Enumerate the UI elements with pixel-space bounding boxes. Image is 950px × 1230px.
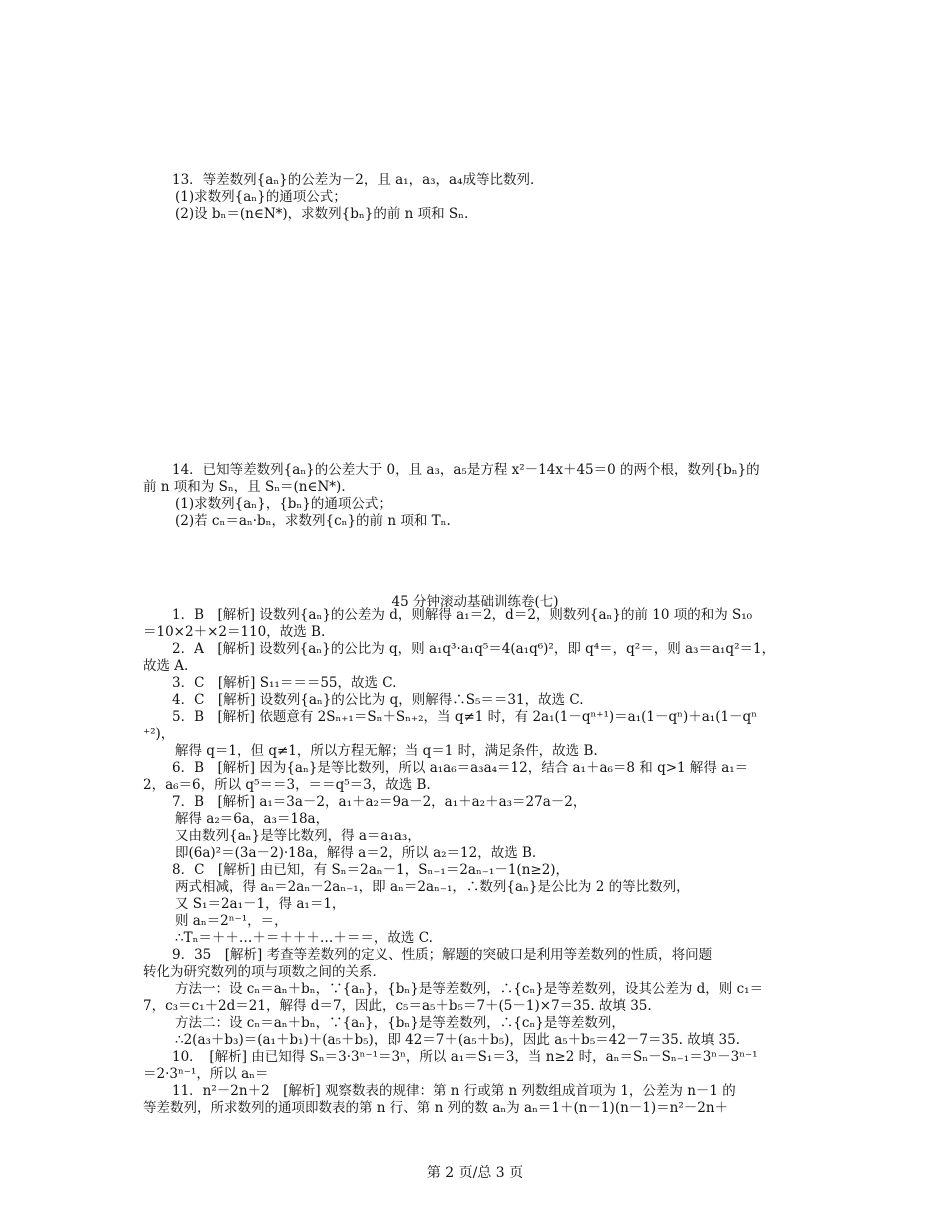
answer-line: 转化为研究数列的项与项数之间的关系． — [143, 964, 386, 980]
answer-line: 即(6a)²＝(3a－2)·18a，解得 a＝2，所以 a₂＝12，故选 B. — [175, 845, 537, 861]
answers-title: 45 分钟滚动基础训练卷(七) — [391, 594, 559, 610]
answer-line: 则 aₙ＝2ⁿ⁻¹，＝， — [175, 913, 288, 929]
page-footer: 第 2 页/总 3 页 — [426, 1165, 524, 1181]
answer-line: 等差数列，所求数列的通项即数表的第 n 行、第 n 列的数 aₙ为 aₙ＝1＋(n－1)(n－1)＝n²－2n＋ — [143, 1100, 729, 1116]
answer-line: 3．C [解析] S₁₁＝＝＝55，故选 C. — [172, 675, 397, 691]
answer-line: ＝10×2＋×2＝110，故选 B. — [143, 624, 326, 640]
answer-line: ⁺²)， — [143, 726, 175, 742]
answer-line: 7，c₃＝c₁＋2d＝21，解得 d＝7，因此，c₅＝a₅＋b₅＝7＋(5－1)×7＝35. 故填 35. — [143, 998, 652, 1014]
answer-line: ∴Tₙ＝＋＋…＋＝＋＋＋…＋＝＝，故选 C. — [175, 930, 433, 946]
answer-line: 方法二：设 cₙ＝aₙ＋bₙ，∵{aₙ}，{bₙ}是等差数列，∴{cₙ}是等差数列， — [175, 1015, 625, 1031]
answer-line: 9．35 [解析] 考查等差数列的定义、性质；解题的突破口是利用等差数列的性质，将问题 — [172, 947, 713, 963]
answer-line: 2，a₆＝6，所以 q⁵＝＝3，＝＝q⁵＝3，故选 B. — [143, 777, 431, 793]
question-14-line-4: (2)若 cₙ＝aₙ·bₙ，求数列{cₙ}的前 n 项和 Tₙ. — [175, 513, 451, 529]
question-13-line-1: 13．等差数列{aₙ}的公差为－2，且 a₁，a₃，a₄成等比数列． — [172, 172, 544, 188]
answer-line: 两式相减，得 aₙ＝2aₙ－2aₙ₋₁，即 aₙ＝2aₙ₋₁，∴数列{aₙ}是公比为 2 的等比数列， — [175, 879, 690, 895]
answer-line: 又由数列{aₙ}是等比数列，得 a＝a₁a₃， — [175, 828, 421, 844]
answer-line: ∴2(a₃＋b₃)＝(a₁＋b₁)＋(a₅＋b₅)，即 42＝7＋(a₅＋b₅)，因此 a₅＋b₅＝42－7＝35. 故填 35. — [175, 1032, 741, 1048]
answer-line: 方法一：设 cₙ＝aₙ＋bₙ，∵{aₙ}，{bₙ}是等差数列，∴{cₙ}是等差数列，设其公差为 d，则 c₁＝ — [175, 981, 764, 997]
answer-line: 5．B [解析] 依题意有 2Sₙ₊₁＝Sₙ＋Sₙ₊₂，当 q≠1 时，有 2a₁(1－qⁿ⁺¹)＝a₁(1－qⁿ)＋a₁(1－qⁿ — [172, 709, 758, 725]
question-14-line-2: 前 n 项和为 Sₙ，且 Sₙ＝(n∈N*)． — [143, 479, 355, 495]
answer-line: 4．C [解析] 设数列{aₙ}的公比为 q，则解得∴S₅＝＝31，故选 C. — [172, 692, 584, 708]
answer-line: 1．B [解析] 设数列{aₙ}的公差为 d，则解得 a₁＝2，d＝2，则数列{aₙ}的前 10 项的和为 S₁₀ — [172, 607, 753, 623]
question-13-line-3: (2)设 bₙ＝(n∈N*)，求数列{bₙ}的前 n 项和 Sₙ. — [175, 206, 469, 222]
answer-line: 又 S₁＝2a₁－1，得 a₁＝1， — [175, 896, 346, 912]
question-13-line-2: (1)求数列{aₙ}的通项公式； — [175, 189, 347, 205]
answer-line: 2．A [解析] 设数列{aₙ}的公比为 q，则 a₁q³·a₁q⁵＝4(a₁q⁶)²，即 q⁴＝，q²＝，则 a₃＝a₁q²＝1， — [172, 641, 776, 657]
answer-line: 10． [解析] 由已知得 Sₙ＝3·3ⁿ⁻¹＝3ⁿ，所以 a₁＝S₁＝3，当 n≥2 时，aₙ＝Sₙ－Sₙ₋₁＝3ⁿ－3ⁿ⁻¹ — [172, 1049, 758, 1065]
answer-line: 解得 a₂＝6a，a₃＝18a， — [175, 811, 330, 827]
answer-line: 7．B [解析] a₁＝3a－2，a₁＋a₂＝9a－2，a₁＋a₂＋a₃＝27a－2， — [172, 794, 587, 810]
answer-line: ＝2·3ⁿ⁻¹，所以 aₙ＝ — [143, 1066, 269, 1082]
question-14-line-3: (1)求数列{aₙ}，{bₙ}的通项公式； — [175, 496, 392, 512]
question-14-line-1: 14．已知等差数列{aₙ}的公差大于 0，且 a₃，a₅是方程 x²－14x＋45＝0 的两个根，数列{bₙ}的 — [172, 462, 760, 478]
answer-line: 解得 q＝1，但 q≠1，所以方程无解；当 q＝1 时，满足条件，故选 B. — [175, 743, 598, 759]
answer-line: 故选 A. — [143, 658, 189, 674]
answer-line: 6．B [解析] 因为{aₙ}是等比数列，所以 a₁a₆＝a₃a₄＝12，结合 a₁＋a₆＝8 和 q>1 解得 a₁＝ — [172, 760, 749, 776]
answer-line: 11．n²－2n＋2 [解析] 观察数表的规律：第 n 行或第 n 列数组成首项为 1，公差为 n－1 的 — [172, 1083, 736, 1099]
answer-line: 8．C [解析] 由已知，有 Sₙ＝2aₙ－1，Sₙ₋₁＝2aₙ₋₁－1(n≥2)， — [172, 862, 570, 878]
